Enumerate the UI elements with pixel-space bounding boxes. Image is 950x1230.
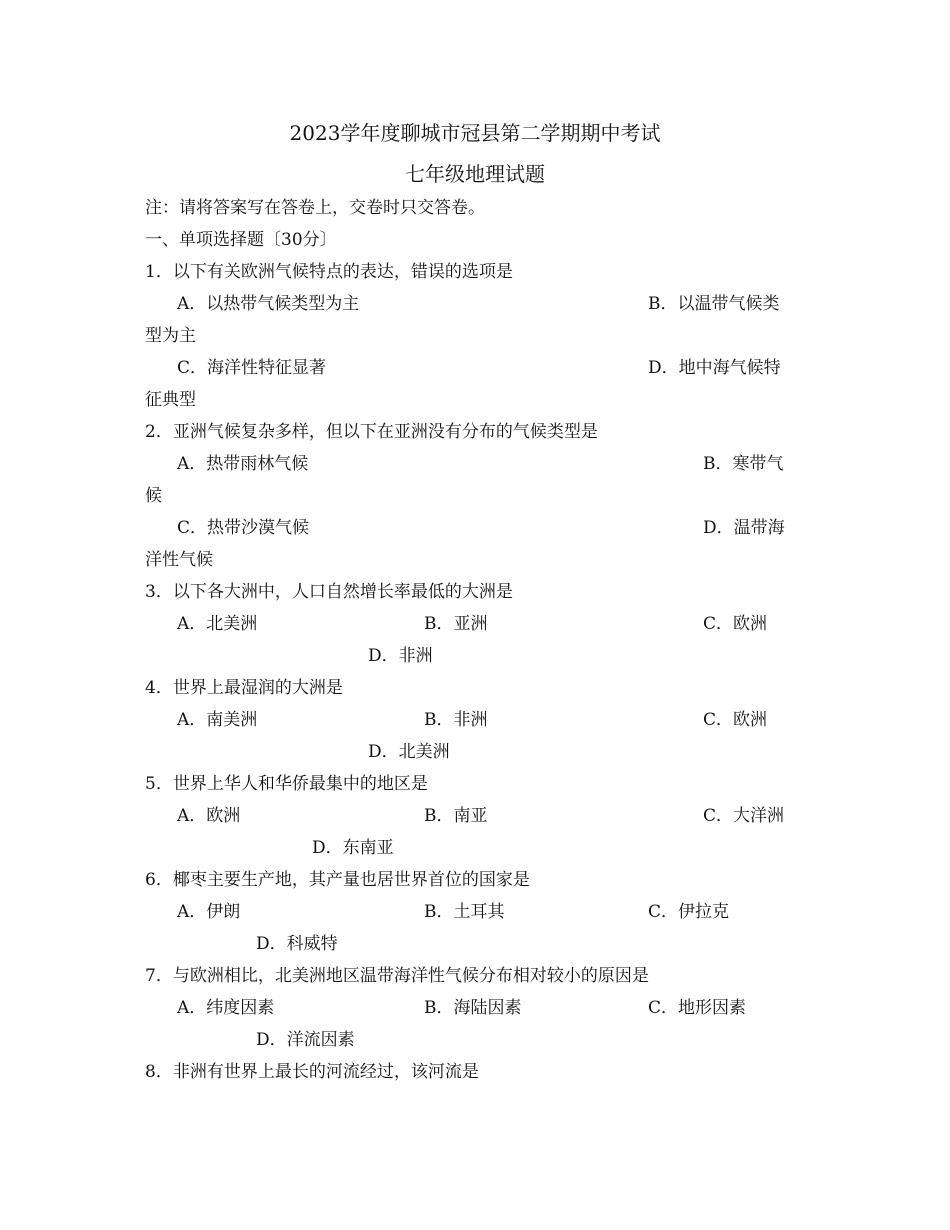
option-b-wrap: 候 — [145, 486, 162, 506]
option-c: C．海洋性特征显著 — [177, 358, 327, 378]
question-stem: 8．非洲有世界上最长的河流经过，该河流是 — [145, 1062, 479, 1082]
option-a: A．北美洲 — [177, 614, 258, 634]
option-b: B．寒带气 — [703, 454, 784, 474]
page-subtitle: 七年级地理试题 — [405, 162, 545, 186]
exam-note: 注：请将答案写在答卷上，交卷时只交答卷。 — [145, 198, 485, 218]
option-c: C．欧洲 — [703, 614, 768, 634]
option-d: D．非洲 — [368, 646, 433, 666]
question-stem: 4．世界上最湿润的大洲是 — [145, 678, 343, 698]
option-d: D．洋流因素 — [256, 1030, 355, 1050]
option-a: A．纬度因素 — [177, 998, 275, 1018]
option-c: C．伊拉克 — [648, 902, 730, 922]
option-b: B．南亚 — [424, 806, 488, 826]
question-stem: 3．以下各大洲中，人口自然增长率最低的大洲是 — [145, 582, 513, 602]
option-d: D．东南亚 — [312, 838, 394, 858]
option-d-wrap: 征典型 — [145, 390, 196, 410]
question-stem: 7．与欧洲相比，北美洲地区温带海洋性气候分布相对较小的原因是 — [145, 966, 649, 986]
option-a: A．欧洲 — [177, 806, 241, 826]
option-d: D．温带海 — [703, 518, 785, 538]
option-a: A．伊朗 — [177, 902, 241, 922]
section-heading: 一、单项选择题〔30分〕 — [145, 230, 337, 250]
option-b: B．海陆因素 — [424, 998, 522, 1018]
page-title: 2023学年度聊城市冠县第二学期期中考试 — [289, 121, 661, 145]
question-stem: 1．以下有关欧洲气候特点的表达，错误的选项是 — [145, 262, 513, 282]
question-stem: 5．世界上华人和华侨最集中的地区是 — [145, 774, 428, 794]
option-c: C．热带沙漠气候 — [177, 518, 310, 538]
option-c: C．大洋洲 — [703, 806, 785, 826]
question-stem: 6．椰枣主要生产地，其产量也居世界首位的国家是 — [145, 870, 530, 890]
option-d: D．地中海气候特 — [648, 358, 781, 378]
option-a: A．以热带气候类型为主 — [177, 294, 360, 314]
option-a: A．热带雨林气候 — [177, 454, 309, 474]
question-stem: 2．亚洲气候复杂多样，但以下在亚洲没有分布的气候类型是 — [145, 422, 598, 442]
option-b: B．非洲 — [424, 710, 488, 730]
option-d: D．北美洲 — [368, 742, 450, 762]
option-b: B．以温带气候类 — [648, 294, 780, 314]
option-c: C．欧洲 — [703, 710, 768, 730]
option-b: B．土耳其 — [424, 902, 505, 922]
option-d: D．科威特 — [256, 934, 338, 954]
option-d-wrap: 洋性气候 — [145, 550, 213, 570]
option-b: B．亚洲 — [424, 614, 488, 634]
option-a: A．南美洲 — [177, 710, 258, 730]
option-c: C．地形因素 — [648, 998, 747, 1018]
option-b-wrap: 型为主 — [145, 326, 196, 346]
